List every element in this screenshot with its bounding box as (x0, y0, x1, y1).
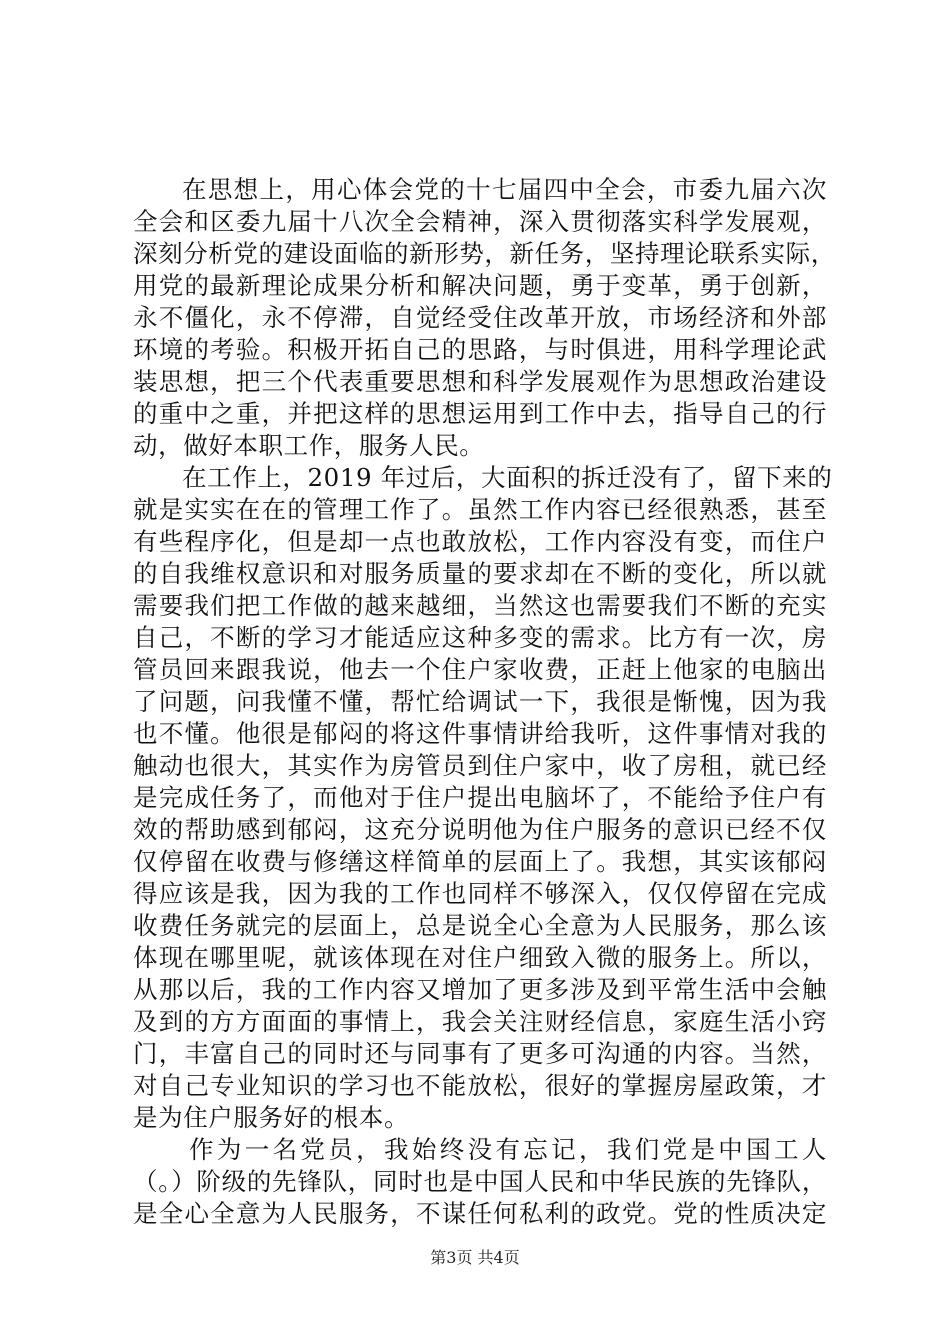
paragraph-1-line-3: 深刻分析党的建设面临的新形势，新任务，坚持理论联系实际， (133, 239, 836, 268)
paragraph-2-line-14: 得应该是我，因为我的工作也同样不够深入，仅仅停留在完成 (133, 879, 827, 908)
paragraph-2-line-10: 触动也很大，其实作为房管员到住户家中，收了房租，就已经 (133, 751, 827, 780)
paragraph-1-line-4: 用党的最新理论成果分析和解决问题，勇于变革，勇于创新， (133, 271, 827, 300)
paragraph-2-line-17: 从那以后，我的工作内容又增加了更多涉及到平常生活中会触 (133, 975, 827, 1004)
paragraph-1-line-5: 永不僵化，永不停滞，自觉经受住改革开放，市场经济和外部 (133, 303, 827, 332)
paragraph-2-line-19: 门，丰富自己的同时还与同事有了更多可沟通的内容。当然， (133, 1039, 827, 1068)
paragraph-2-line-21: 是为住户服务好的根本。 (133, 1103, 410, 1132)
paragraph-2-line-20: 对自己专业知识的学习也不能放松，很好的掌握房屋政策，才 (133, 1071, 827, 1100)
paragraph-2-line-4: 的自我维权意识和对服务质量的要求却在不断的变化，所以就 (133, 559, 827, 588)
paragraph-2-line-15: 收费任务就完的层面上，总是说全心全意为人民服务，那么该 (133, 911, 827, 940)
paragraph-2-line-6: 自己，不断的学习才能适应这种多变的需求。比方有一次，房 (133, 623, 827, 652)
paragraph-2-line-12: 效的帮助感到郁闷，这充分说明他为住户服务的意识已经不仅 (133, 815, 827, 844)
paragraph-1-line-8: 的重中之重，并把这样的思想运用到工作中去，指导自己的行 (133, 399, 827, 428)
paragraph-1-line-2: 全会和区委九届十八次全会精神，深入贯彻落实科学发展观， (133, 207, 827, 236)
paragraph-2-line-1: 在工作上，2019 年过后，大面积的拆迁没有了，留下来的 (182, 463, 833, 492)
paragraph-1-line-1: 在思想上，用心体会党的十七届四中全会，市委九届六次 (182, 175, 827, 204)
paragraph-2-line-7: 管员回来跟我说，他去一个住户家收费，正赶上他家的电脑出 (133, 655, 827, 684)
paragraph-2-line-8: 了问题，问我懂不懂，帮忙给调试一下，我很是惭愧，因为我 (133, 687, 827, 716)
paragraph-1-line-9: 动，做好本职工作，服务人民。 (133, 431, 485, 460)
paragraph-3-line-1: 作为一名党员，我始终没有忘记，我们党是中国工人 (189, 1135, 827, 1164)
paragraph-3-line-3: 是全心全意为人民服务，不谋任何私利的政党。党的性质决定 (133, 1199, 827, 1228)
paragraph-1-line-7: 装思想，把三个代表重要思想和科学发展观作为思想政治建设 (133, 367, 827, 396)
paragraph-2-line-13: 仅停留在收费与修缮这样简单的层面上了。我想，其实该郁闷 (133, 847, 827, 876)
paragraph-2-line-5: 需要我们把工作做的越来越细，当然这也需要我们不断的充实 (133, 591, 827, 620)
paragraph-2-line-18: 及到的方方面面的事情上，我会关注财经信息，家庭生活小窍 (133, 1007, 827, 1036)
paragraph-2-line-2: 就是实实在在的管理工作了。虽然工作内容已经很熟悉，甚至 (133, 495, 827, 524)
paragraph-1-line-6: 环境的考验。积极开拓自己的思路，与时俱进，用科学理论武 (133, 335, 827, 364)
paragraph-2-line-3: 有些程序化，但是却一点也敢放松，工作内容没有变，而住户 (133, 527, 827, 556)
paragraph-2-line-16: 体现在哪里呢，就该体现在对住户细致入微的服务上。所以， (133, 943, 827, 972)
page-number-footer: 第3页 共4页 (430, 1248, 520, 1267)
paragraph-3-line-2: （。）阶级的先锋队，同时也是中国人民和中华民族的先锋队， (133, 1167, 827, 1196)
paragraph-2-line-9: 也不懂。他很是郁闷的将这件事情讲给我听，这件事情对我的 (133, 719, 827, 748)
document-body (133, 174, 836, 1230)
paragraph-2-line-11: 是完成任务了，而他对于住户提出电脑坏了，不能给予住户有 (133, 783, 827, 812)
